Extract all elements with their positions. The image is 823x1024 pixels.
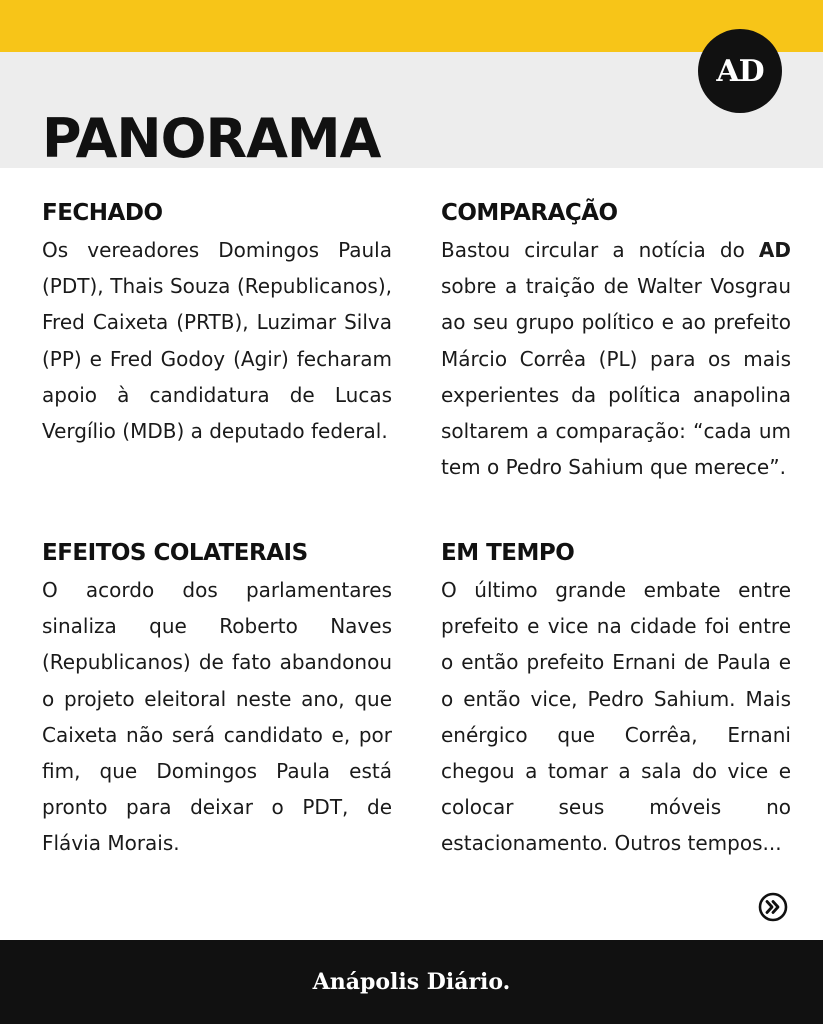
footer-bar <box>0 940 823 1024</box>
section-efeitos-colaterais <box>42 538 392 862</box>
footer-brand: Anápolis Diário. <box>312 969 511 995</box>
next-slide-button[interactable] <box>758 892 788 922</box>
section-comparacao <box>441 198 791 485</box>
body-text-end: sobre a traição de Walter Vosgrau ao seu grupo político e ao prefeito Márcio Corrêa (PL) para os mais experientes da política anapolina soltarem a comparação: “cada um tem o Pedro Sahium que merece”. <box>441 274 791 480</box>
section-body <box>441 232 791 485</box>
section-body: O último grande embate entre prefeito e vice na cidade foi entre o então prefeito Ernani de Paula e o então vice, Pedro Sahium. Mais enérgico que Corrêa, Ernani chegou a tomar a sala do vice e colocar seus móveis no estacionamento. Outros tempos... <box>441 578 791 856</box>
section-heading: FECHADO <box>42 200 163 226</box>
section-em-tempo <box>441 538 791 862</box>
page-title: PANORAMA <box>42 107 381 170</box>
section-heading: COMPARAÇÃO <box>441 200 618 226</box>
body-text-bold: AD <box>758 238 791 262</box>
section-body: Os vereadores Domingos Paula (PDT), Thais Souza (Republicanos), Fred Caixeta (PRTB), Luzimar Silva (PP) e Fred Godoy (Agir) fecharam apoio à candidatura de Lucas Vergílio (MDB) a deputado federal. <box>42 238 392 444</box>
section-heading: EFEITOS COLATERAIS <box>42 540 308 566</box>
section-body: O acordo dos parlamentares sinaliza que Roberto Naves (Republicanos) de fato abandonou o projeto eleitoral neste ano, que Caixeta não será candidato e, por fim, que Domingos Paula está pronto para deixar o PDT, de Flávia Morais. <box>42 578 392 856</box>
double-chevron-right-icon <box>758 892 788 922</box>
ad-logo <box>698 29 782 113</box>
top-accent-bar <box>0 0 823 52</box>
body-text-start: Bastou circular a notícia do <box>441 238 759 262</box>
section-fechado <box>42 198 392 449</box>
ad-logo-text: AD <box>716 53 764 89</box>
section-heading: EM TEMPO <box>441 540 575 566</box>
